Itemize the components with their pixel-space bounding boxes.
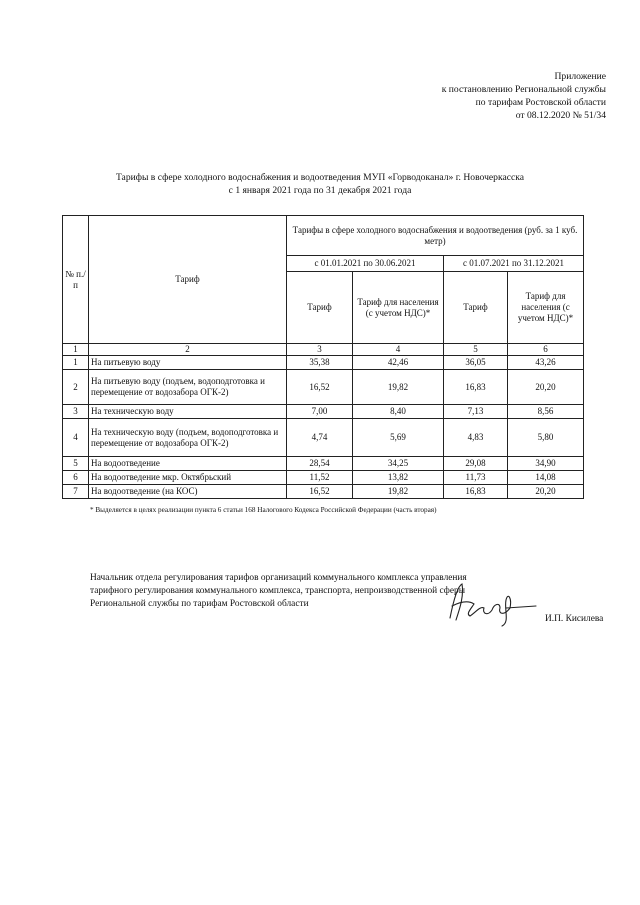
row-value: 16,83 [444,370,508,405]
column-number: 2 [89,344,287,356]
row-tariff-name: На питьевую воду (подъем, водоподготовка и перемещение от водозабора ОГК-2) [89,370,287,405]
row-tariff-name: На техническую воду [89,405,287,419]
table-row [63,419,584,457]
row-value: 11,73 [444,471,508,485]
appendix-line: к постановлению Региональной службы [441,84,606,95]
column-number: 3 [287,344,353,356]
appendix-line: Приложение [554,71,606,82]
row-value: 7,00 [287,405,353,419]
row-number: 2 [63,370,89,405]
row-tariff-name: На техническую воду (подъем, водоподготовка и перемещение от водозабора ОГК-2) [89,419,287,457]
header-col-tariff: Тариф [444,272,508,344]
header-tariff: Тариф [89,216,287,344]
footnote: * Выделяется в целях реализации пункта 6 статьи 168 Налогового Кодекса Российской Федерации (часть вторая) [90,506,437,514]
table-row [63,370,584,405]
appendix-line: от 08.12.2020 № 51/34 [515,110,606,121]
appendix-block [346,70,606,122]
row-value: 8,40 [353,405,444,419]
row-value: 8,56 [508,405,584,419]
row-tariff-name: На питьевую воду [89,356,287,370]
appendix-line: по тарифам Ростовской области [475,97,606,108]
column-number: 6 [508,344,584,356]
header-group: Тарифы в сфере холодного водоснабжения и водоотведения (руб. за 1 куб. метр) [287,216,584,256]
row-value: 36,05 [444,356,508,370]
row-value: 13,82 [353,471,444,485]
row-value: 19,82 [353,485,444,499]
row-number: 6 [63,471,89,485]
signer-position: Начальник отдела регулирования тарифов организаций коммунального комплекса управления тарифного регулирования коммунального комплекса, транспорта, непроизводственной сферы Региональной службы по тарифам Ростовской области [90,573,467,609]
row-value: 34,90 [508,457,584,471]
row-value: 5,69 [353,419,444,457]
row-value: 16,52 [287,485,353,499]
row-value: 5,80 [508,419,584,457]
row-value: 16,83 [444,485,508,499]
column-numbers-row [63,344,584,356]
row-value: 43,26 [508,356,584,370]
title-line-1: Тарифы в сфере холодного водоснабжения и водоотведения МУП «Горводоканал» г. Новочеркасска [115,172,525,183]
tariff-table [62,215,584,499]
header-col-vat: Тариф для населения (с учетом НДС)* [353,272,444,344]
table-row [63,485,584,499]
row-value: 4,83 [444,419,508,457]
header-row [63,216,584,256]
table-row [63,356,584,370]
table-row [63,471,584,485]
header-col-tariff: Тариф [287,272,353,344]
header-num: № п./п [63,216,89,344]
row-number: 3 [63,405,89,419]
row-value: 29,08 [444,457,508,471]
row-value: 42,46 [353,356,444,370]
row-value: 19,82 [353,370,444,405]
row-value: 20,20 [508,370,584,405]
row-value: 11,52 [287,471,353,485]
column-number: 5 [444,344,508,356]
row-value: 28,54 [287,457,353,471]
title-line-2: с 1 января 2021 года по 31 декабря 2021 года [228,185,412,196]
column-number: 1 [63,344,89,356]
row-value: 14,08 [508,471,584,485]
table-row [63,405,584,419]
row-number: 1 [63,356,89,370]
signature-image [440,578,540,628]
row-value: 35,38 [287,356,353,370]
signer-name: И.П. Кисилева [545,614,604,624]
row-value: 7,13 [444,405,508,419]
header-col-vat: Тариф для населения (с учетом НДС)* [508,272,584,344]
row-number: 7 [63,485,89,499]
document-title [70,171,570,197]
row-value: 16,52 [287,370,353,405]
row-value: 20,20 [508,485,584,499]
row-tariff-name: На водоотведение [89,457,287,471]
header-period-2: с 01.07.2021 по 31.12.2021 [444,256,584,272]
column-number: 4 [353,344,444,356]
header-period-1: с 01.01.2021 по 30.06.2021 [287,256,444,272]
row-value: 34,25 [353,457,444,471]
row-value: 4,74 [287,419,353,457]
row-tariff-name: На водоотведение (на КОС) [89,485,287,499]
row-tariff-name: На водоотведение мкр. Октябрьский [89,471,287,485]
row-number: 5 [63,457,89,471]
row-number: 4 [63,419,89,457]
table-row [63,457,584,471]
